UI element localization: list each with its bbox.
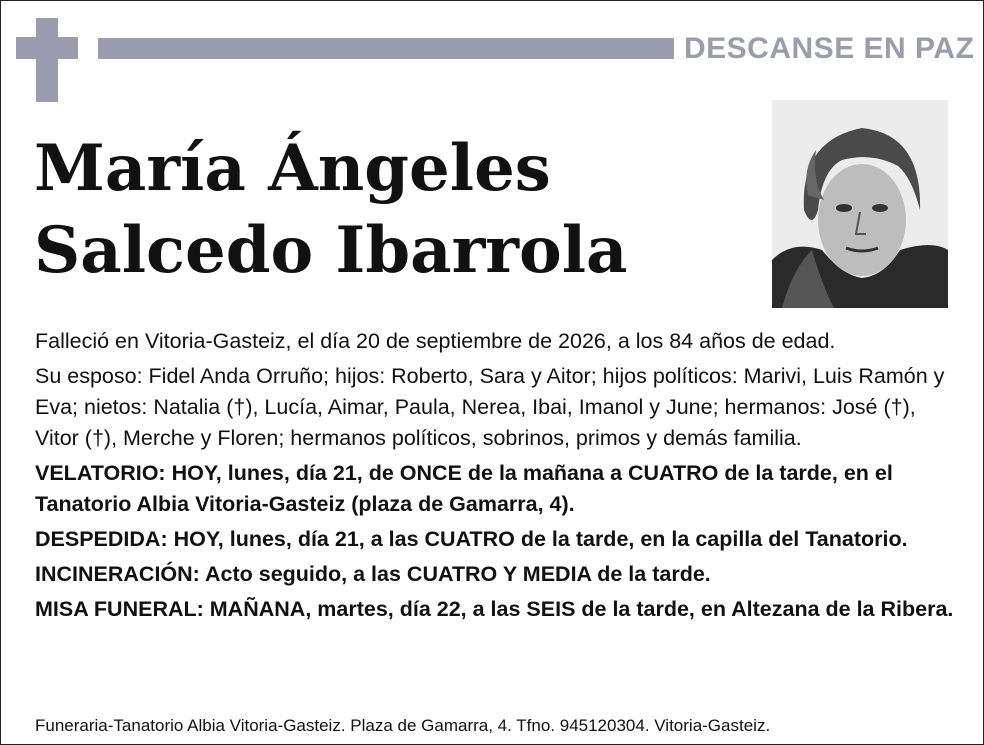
velatorio-info: VELATORIO: HOY, lunes, día 21, de ONCE de la mañana a CUATRO de la tarde, en el Tanatorio Albia Vitoria-Gasteiz (plaza de Gamarra, 4). [35,461,893,516]
deceased-name [34,128,627,292]
rip-label: DESCANSE EN PAZ [684,32,975,65]
name-line-1: María Ángeles [34,131,551,206]
incineracion-info: INCINERACIÓN: Acto seguido, a las CUATRO Y MEDIA de la tarde. [35,562,711,586]
notice-body [35,326,960,629]
header-bar [98,38,674,59]
family-list: Su esposo: Fidel Anda Orruño; hijos: Roberto, Sara y Aitor; hijos políticos: Marivi, Luis Ramón y Eva; nietos: Natalia (†), Lucía, Aimar, Paula, Nerea, Ibai, Imanol y June; hermanos: José (†), Vitor (†), Merche y Floren; hermanos políticos, sobrinos, primos y demás familia. [35,364,945,450]
portrait-photo [772,100,948,308]
name-line-2: Salcedo Ibarrola [34,213,628,288]
misa-info: MISA FUNERAL: MAÑANA, martes, día 22, a las SEIS de la tarde, en Altezana de la Ribera. [35,597,954,621]
death-notice: Falleció en Vitoria-Gasteiz, el día 20 de septiembre de 2026, a los 84 años de edad. [35,329,836,353]
funeral-home-footer: Funeraria-Tanatorio Albia Vitoria-Gasteiz. Plaza de Gamarra, 4. Tfno. 945120304. Vitoria-Gasteiz. [35,716,771,735]
despedida-info: DESPEDIDA: HOY, lunes, día 21, a las CUATRO de la tarde, en la capilla del Tanatorio. [35,527,908,551]
